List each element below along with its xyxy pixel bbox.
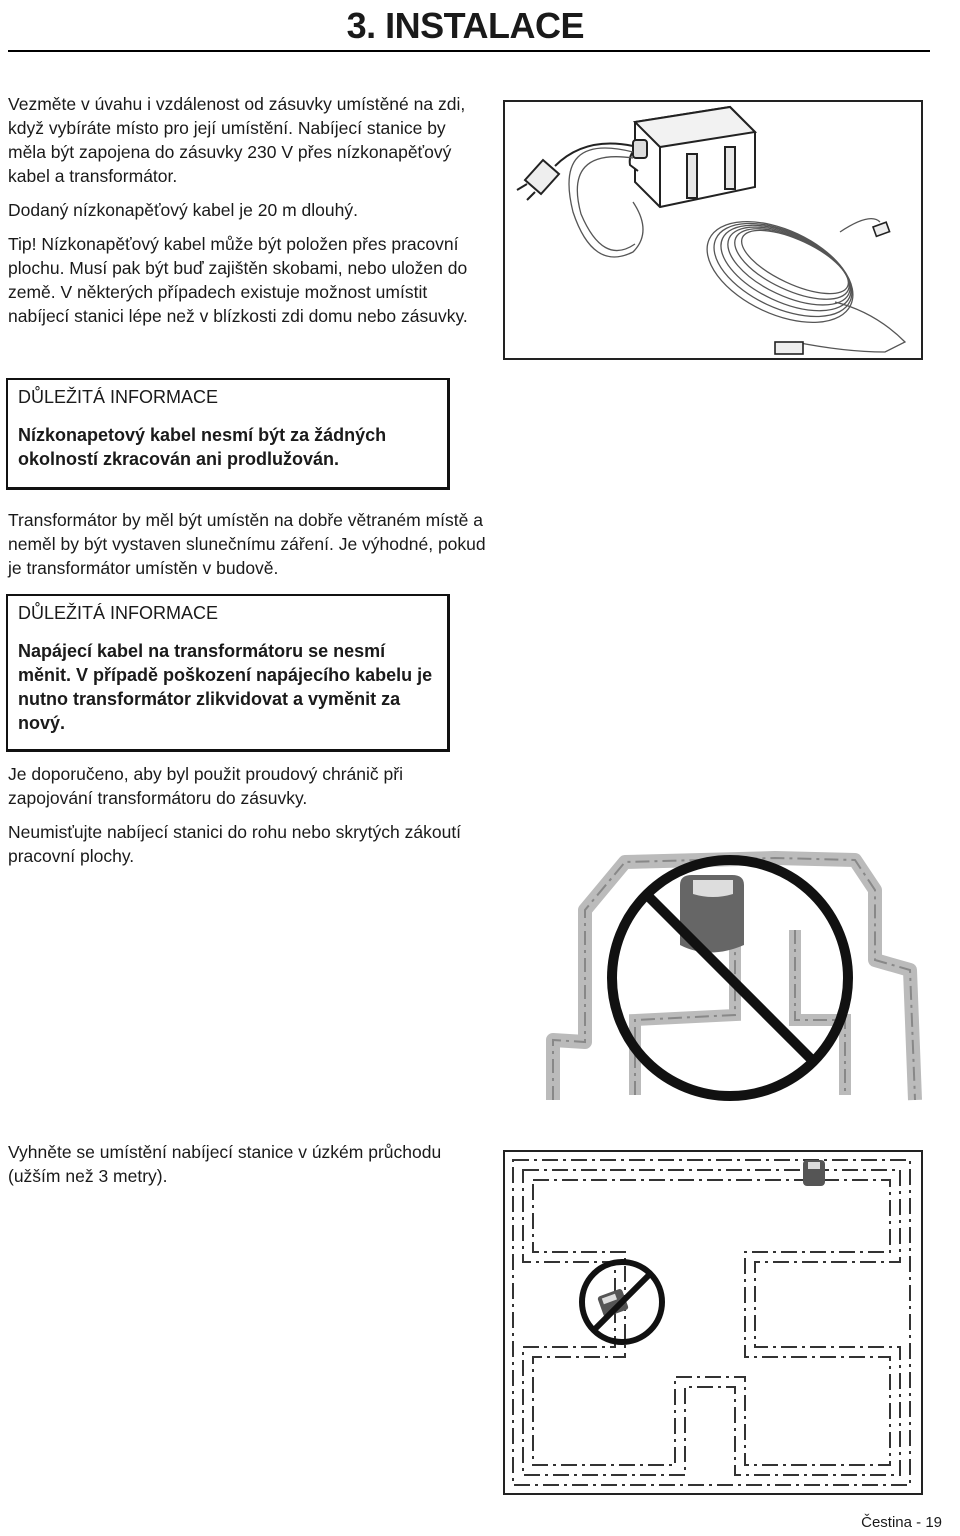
transformer-icon: [630, 107, 755, 207]
corner-illustration: [545, 850, 925, 1110]
passage-text: [8, 1140, 478, 1188]
lower-paragraph-2: Neumisťujte nabíjecí stanici do rohu nebo skrytých zákoutí pracovní plochy.: [8, 822, 462, 866]
transformer-illustration: [505, 102, 921, 358]
intro-text: [8, 92, 478, 328]
prohibited-icon: [582, 1262, 662, 1342]
notice-heading: DŮLEŽITÁ INFORMACE: [18, 603, 219, 623]
notice-body: Napájecí kabel na transformátoru se nesmí měnit. V případě poškození napájecího kabelu je nutno transformátor zlikvidovat a vyměnit za nový.: [18, 641, 433, 733]
notice-box-1: [6, 378, 450, 490]
lower-paragraph-1: Je doporučeno, aby byl použit proudový chránič při zapojování transformátoru do zásuvky.: [8, 764, 403, 808]
transformer-figure: [503, 100, 923, 360]
middle-text: [8, 508, 488, 580]
lower-text: [8, 762, 478, 868]
notice-box-2: [6, 594, 450, 752]
notice-body: Nízkonapetový kabel nesmí být za žádných okolností zkracován ani prodlužován.: [18, 425, 387, 469]
passage-illustration: [505, 1152, 921, 1493]
middle-paragraph-1: Transformátor by měl být umístěn na dobře větraném místě a neměl by být vystaven slunečnímu záření. Je výhodné, pokud je transformátor umístěn v budově.: [8, 510, 486, 578]
page-number: Čestina - 19: [861, 1514, 942, 1531]
notice-heading: DŮLEŽITÁ INFORMACE: [18, 387, 219, 407]
plug-icon: [517, 144, 633, 201]
intro-paragraph-2: Dodaný nízkonapěťový kabel je 20 m dlouhý.: [8, 200, 358, 220]
header-rule: [8, 50, 930, 52]
intro-paragraph-3: Tip! Nízkonapěťový kabel může být položen přes pracovní plochu. Musí pak být buď zajištěn skobami, nebo uložen do země. V některých případech existuje možnost umístit nabíjecí stanici lépe než v blízkosti zdi domu nebo zásuvky.: [8, 234, 468, 326]
passage-figure: [503, 1150, 923, 1495]
intro-paragraph-1: Vezměte v úvahu i vzdálenost od zásuvky umístěné na zdi, když vybíráte místo pro její umístění. Nabíjecí stanice by měla být zapojena do zásuvky 230 V přes nízkonapěťový kabel a transformátor.: [8, 94, 466, 186]
corner-figure: [545, 850, 925, 1110]
lower-paragraph-3: Vyhněte se umístění nabíjecí stanice v úzkém průchodu (užším než 3 metry).: [8, 1142, 442, 1186]
page-title: 3. INSTALACE: [346, 5, 584, 46]
